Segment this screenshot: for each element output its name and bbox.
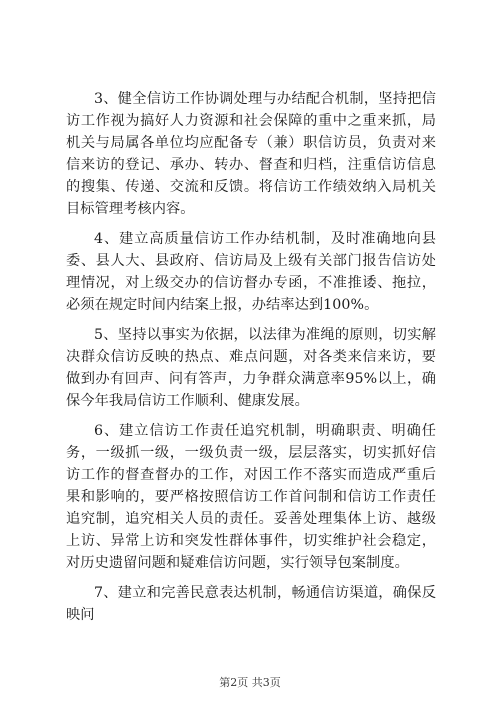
paragraph-6: 6、建立信访工作责任追究机制，明确职责、明确任务，一级抓一级，一级负责一级，层层落实，切实抓好信访工作的督查督办的工作，对因工作不落实而造成严重后果和影响的，要严格按照信访工作首问制和信访工作责任追究制，追究相关人员的责任。妥善处理集体上访、越级上访、异常上访和突发性群体事件，切实维护社会稳定，对历史遗留问题和疑难信访问题，实行领导包案制度。: [66, 423, 436, 571]
document-body: [66, 88, 436, 626]
paragraph-3: 3、健全信访工作协调处理与办结配合机制，坚持把信访工作视为搞好人力资源和社会保障的重中之重来抓，局机关与局属各单位均应配备专（兼）职信访员，负责对来信来访的登记、承办、转办、督查和归档，注重信访信息的搜集、传递、交流和反馈。将信访工作绩效纳入局机关目标管理考核内容。: [66, 91, 436, 217]
page-number-footer: 第2页 共3页: [219, 676, 281, 689]
paragraph-5: 5、坚持以事实为依据，以法律为准绳的原则，切实解决群众信访反映的热点、难点问题，对各类来信来访，要做到办有回声、问有答声，力争群众满意率95%以上，确保今年我局信访工作顺利、健康发展。: [66, 327, 436, 409]
paragraph-7: 7、建立和完善民意表达机制，畅通信访渠道，确保反映问: [66, 585, 436, 623]
paragraph-4: 4、建立高质量信访工作办结机制，及时准确地向县委、县人大、县政府、信访局及上级有关部门报告信访处理情况，对上级交办的信访督办专函，不准推诿、拖拉，必须在规定时间内结案上报，办结率达到100%。: [66, 231, 436, 313]
